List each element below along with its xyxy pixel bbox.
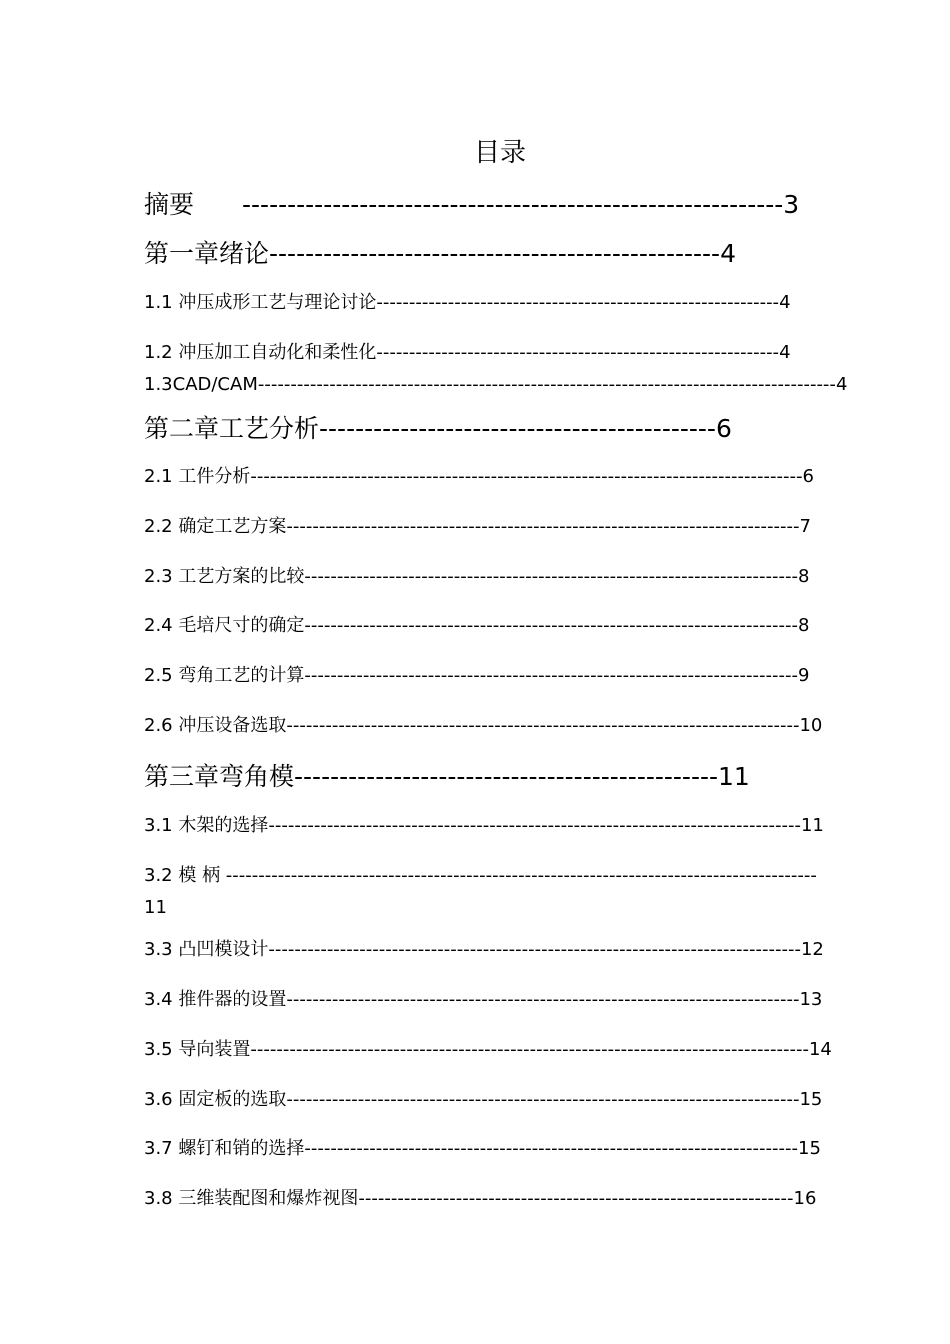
toc-entry-text: 2.4 毛培尺寸的确定	[144, 615, 305, 636]
toc-page: 8	[798, 566, 810, 587]
toc-page: 14	[808, 1039, 832, 1060]
toc-leader: ----------------------------------------------------------------------------------	[268, 815, 801, 836]
toc-entry[interactable]	[144, 562, 809, 588]
toc-page: 15	[798, 1138, 821, 1159]
toc-page: 4	[779, 342, 791, 363]
toc-page: 3	[783, 190, 800, 219]
toc-entry-wrap	[144, 897, 167, 918]
toc-entry[interactable]	[144, 611, 809, 637]
toc-leader: --------------------------------------------	[319, 414, 716, 443]
toc-entry[interactable]	[144, 234, 736, 270]
toc-leader: --------------------------------------------------------------	[376, 292, 780, 313]
toc-entry-text: 3.6 固定板的选取	[144, 1089, 287, 1110]
toc-entry-text: 第一章绪论	[144, 239, 270, 268]
toc-entry[interactable]	[144, 985, 822, 1011]
toc-page: 9	[798, 665, 810, 686]
toc-entry[interactable]	[144, 1035, 832, 1061]
toc-leader: ------------------------------------------------------------	[242, 190, 784, 219]
toc-leader: -------------------------------------------------------------------------------------	[250, 466, 803, 487]
toc-leader: ----------------------------------------------------------------------------	[304, 615, 798, 636]
toc-page: 4	[779, 292, 791, 313]
toc-entry-text: 3.4 推件器的设置	[144, 989, 287, 1010]
toc-leader: --------------------------------------------------	[269, 239, 721, 268]
toc-entry[interactable]	[144, 757, 750, 793]
toc-entry[interactable]	[144, 811, 824, 837]
toc-entry-text: 第三章弯角模	[144, 762, 295, 791]
toc-entry-text: 2.1 工件分析	[144, 466, 251, 487]
toc-leader: -----------------------------------------------------------------------------------------	[257, 374, 836, 395]
toc-entry-text: 3.3 凸凹模设计	[144, 939, 269, 960]
toc-leader: -------------------------------------------------------------------------------	[286, 715, 800, 736]
toc-leader: --------------------------------------------------------------------------------------	[250, 1039, 809, 1060]
toc-page: 11	[800, 815, 824, 836]
toc-entry-text: 2.3 工艺方案的比较	[144, 566, 305, 587]
toc-entry[interactable]	[144, 185, 799, 221]
toc-page: 6	[802, 466, 814, 487]
toc-entry-text: 3.8 三维装配图和爆炸视图	[144, 1188, 359, 1209]
toc-page: 13	[799, 989, 823, 1010]
toc-entry-text: 摘要	[144, 190, 195, 219]
toc-leader: -------------------------------------------------------------------------------	[286, 1089, 800, 1110]
toc-page: 11	[718, 762, 750, 791]
toc-entry[interactable]	[144, 462, 814, 488]
toc-page: 4	[720, 239, 736, 268]
toc-entry-text: 3.1 木架的选择	[144, 815, 269, 836]
toc-entry-text: 1.1 冲压成形工艺与理论讨论	[144, 292, 377, 313]
toc-entry-text: 3.2 模 柄	[144, 865, 226, 886]
toc-leader: --------------------------------------------------------------	[376, 342, 780, 363]
toc-leader: -------------------------------------------------------------------	[358, 1188, 794, 1209]
toc-leader: ----------------------------------------------------------------------------------	[268, 939, 801, 960]
toc-leader: ----------------------------------------------------------------------------	[304, 665, 798, 686]
toc-entry[interactable]	[144, 512, 811, 538]
toc-leader: -------------------------------------------------------------------------------------------	[225, 865, 817, 886]
toc-page: 10	[799, 715, 823, 736]
toc-entry[interactable]	[144, 661, 809, 687]
toc-leader: ----------------------------------------------------------------------------	[304, 1138, 798, 1159]
toc-page: 6	[715, 414, 732, 443]
toc-entry[interactable]	[144, 1085, 822, 1111]
toc-page: 4	[835, 374, 848, 395]
toc-entry[interactable]	[144, 861, 817, 887]
toc-page: 7	[799, 516, 811, 537]
toc-entry-text: 3.5 导向装置	[144, 1039, 251, 1060]
toc-title: 目录	[473, 138, 526, 168]
toc-leader: -----------------------------------------------	[294, 762, 719, 791]
toc-entry-text: 2.6 冲压设备选取	[144, 715, 287, 736]
toc-entry[interactable]	[144, 711, 822, 737]
toc-page: 8	[798, 615, 810, 636]
toc-entry[interactable]	[144, 338, 791, 364]
toc-entry-text: 2.2 确定工艺方案	[144, 516, 287, 537]
toc-page: 16	[793, 1188, 817, 1209]
toc-page: 11	[144, 897, 167, 918]
toc-entry[interactable]	[144, 409, 732, 445]
toc-entry-text: 1.3CAD/CAM	[144, 374, 258, 395]
toc-entry[interactable]	[144, 1184, 816, 1210]
toc-entry[interactable]	[144, 1134, 821, 1160]
toc-page: 15	[799, 1089, 823, 1110]
toc-entry[interactable]	[144, 374, 847, 395]
toc-entry-text: 第二章工艺分析	[144, 414, 320, 443]
toc-leader: ----------------------------------------------------------------------------	[304, 566, 798, 587]
toc-entry-text: 1.2 冲压加工自动化和柔性化	[144, 342, 377, 363]
toc-entry-text: 3.7 螺钉和销的选择	[144, 1138, 305, 1159]
toc-entry[interactable]	[144, 935, 824, 961]
toc-entry-text: 2.5 弯角工艺的计算	[144, 665, 305, 686]
toc-leader: -------------------------------------------------------------------------------	[286, 516, 800, 537]
toc-entry[interactable]	[144, 288, 791, 314]
toc-leader: -------------------------------------------------------------------------------	[286, 989, 800, 1010]
toc-page: 12	[800, 939, 824, 960]
